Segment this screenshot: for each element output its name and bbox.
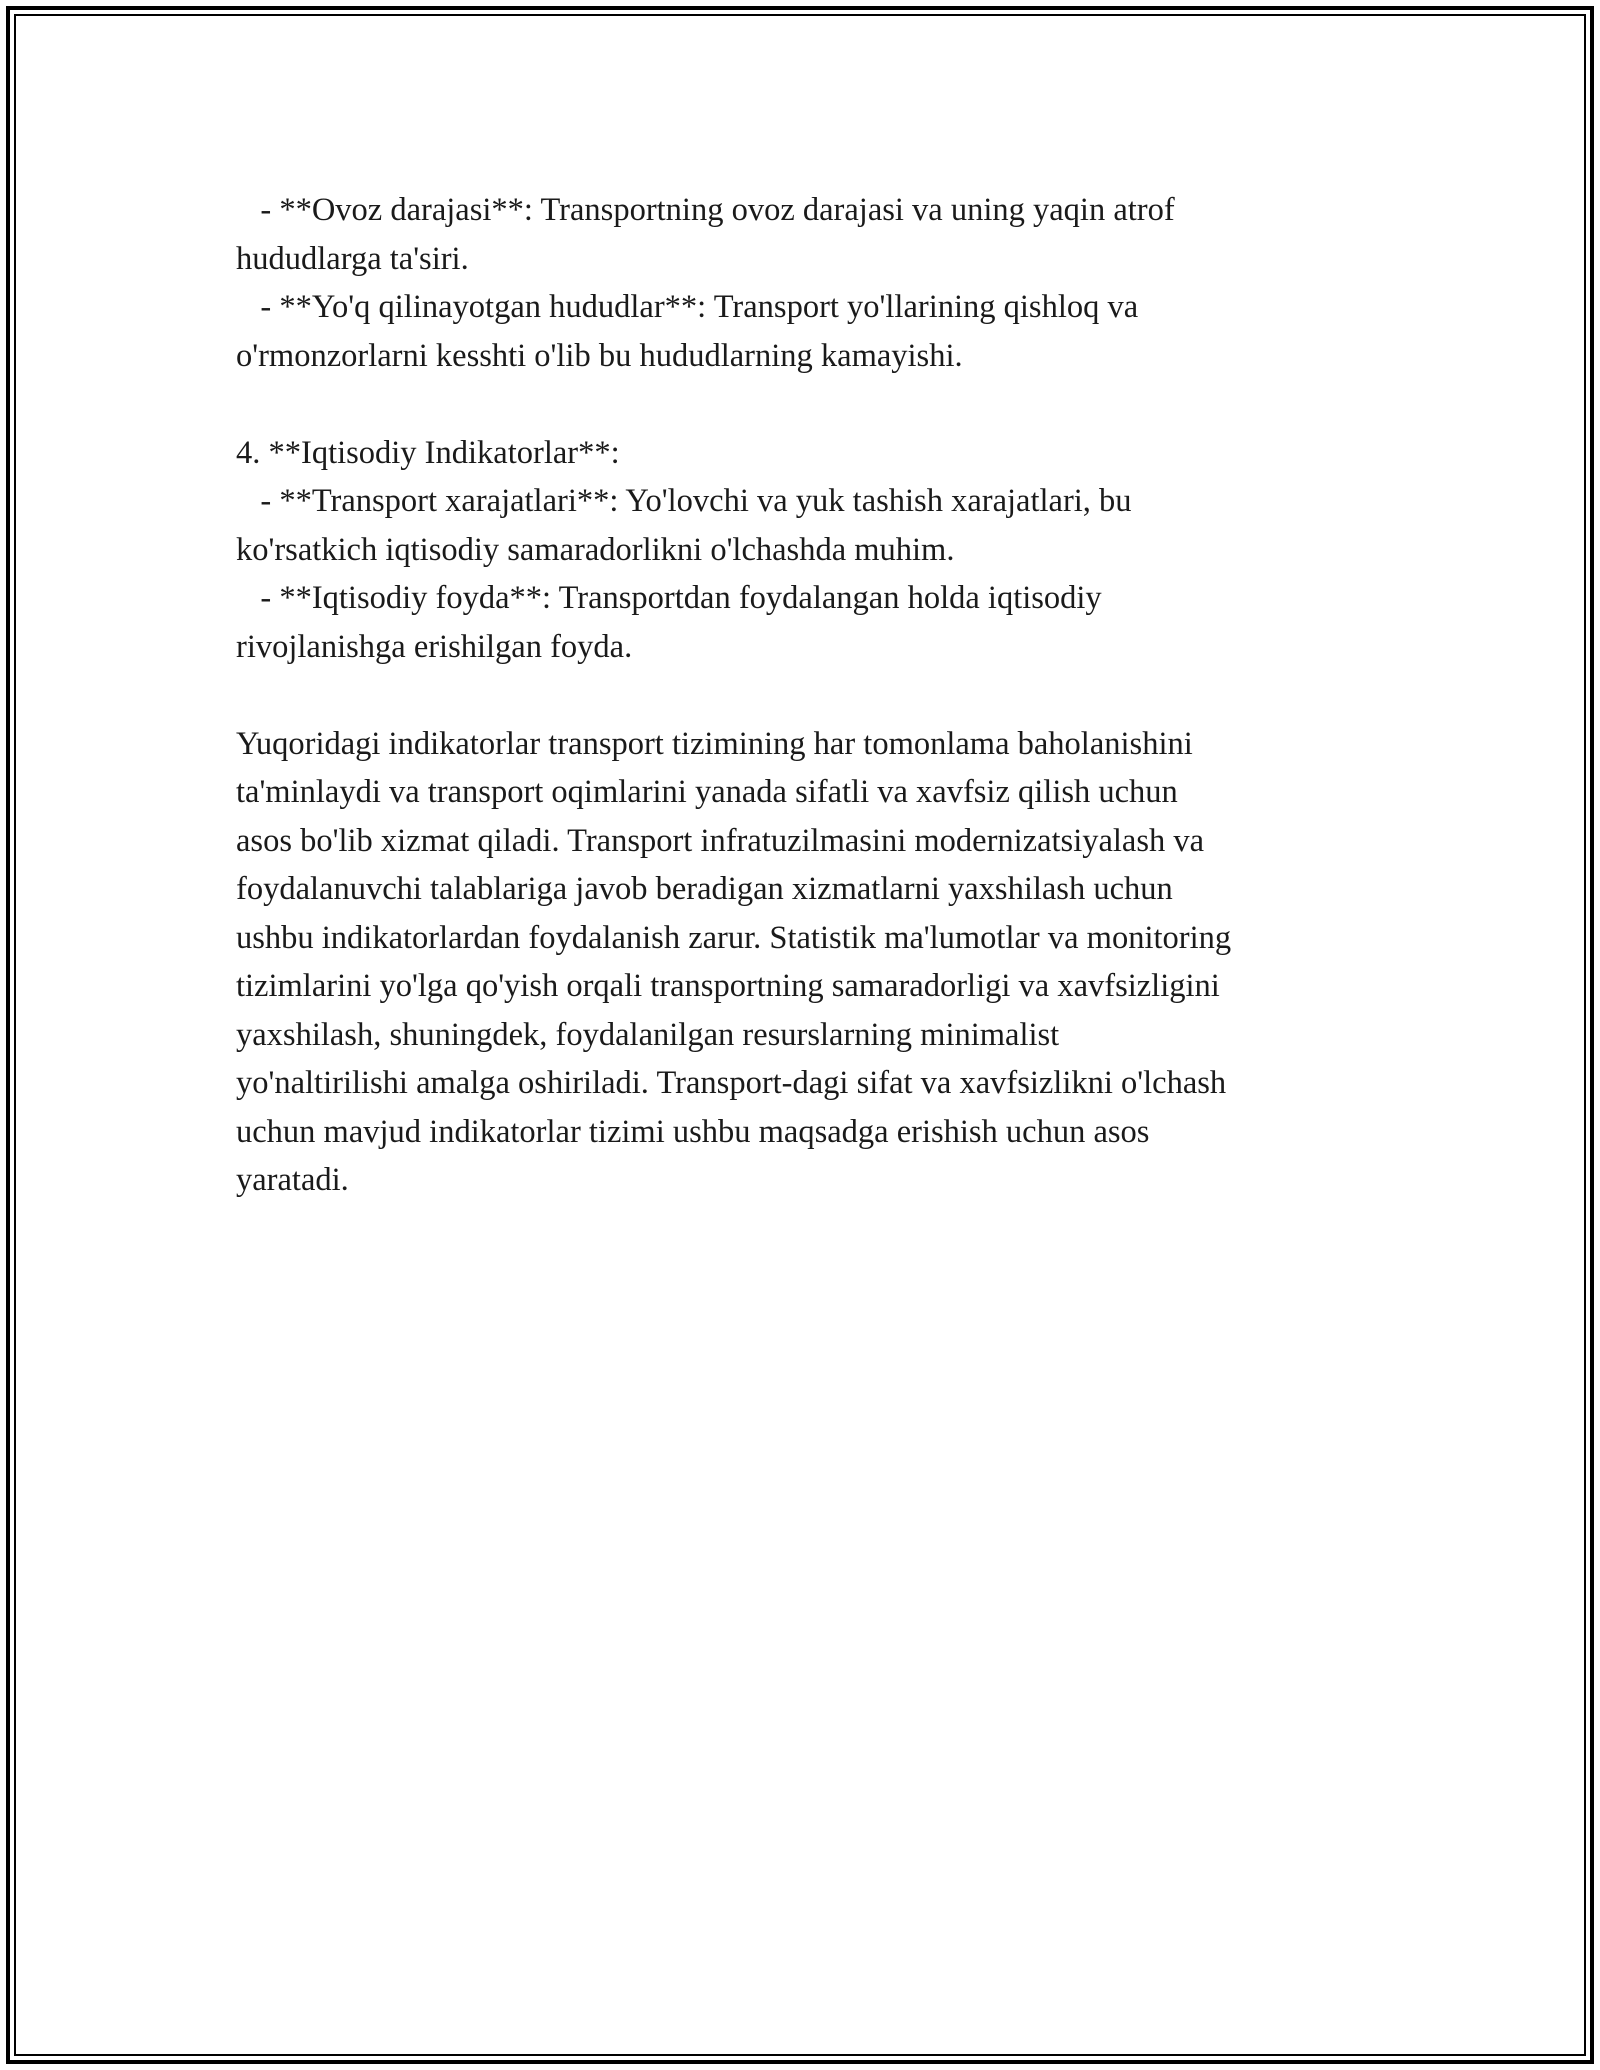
- text-line: yaratadi.: [236, 1162, 349, 1198]
- text-line: rivojlanishga erishilgan foyda.: [236, 628, 633, 665]
- text-line: - **Yo'q qilinayotgan hududlar**: Transport yo'llarining qishloq va: [236, 289, 1139, 325]
- text-line: uchun mavjud indikatorlar tizimi ushbu maqsadga erishish uchun asos: [236, 1113, 1150, 1150]
- section-heading: 4. **Iqtisodiy Indikatorlar**:: [236, 434, 620, 471]
- text-line: ta'minlaydi va transport oqimlarini yanada sifatli va xavfsiz qilish uchun: [236, 774, 1178, 810]
- text-line: yaxshilash, shuningdek, foydalanilgan resurslarning minimalist: [236, 1016, 1060, 1053]
- text-line: yo'naltirilishi amalga oshiriladi. Transport-dagi sifat va xavfsizlikni o'lchash: [236, 1065, 1227, 1101]
- text-line: - **Iqtisodiy foyda**: Transportdan foydalangan holda iqtisodiy: [236, 580, 1102, 616]
- noise-impact-section: [236, 186, 1396, 380]
- text-line: - **Transport xarajatlari**: Yo'lovchi va yuk tashish xarajatlari, bu: [236, 483, 1132, 519]
- document-body: [236, 186, 1396, 1205]
- text-line: asos bo'lib xizmat qiladi. Transport infratuzilmasini modernizatsiyalash va: [236, 822, 1205, 859]
- text-line: - **Ovoz darajasi**: Transportning ovoz darajasi va uning yaqin atrof: [236, 192, 1175, 228]
- text-line: tizimlarini yo'lga qo'yish orqali transportning samaradorligi va xavfsizligini: [236, 968, 1220, 1004]
- conclusion-paragraph: [236, 720, 1396, 1205]
- text-line: Yuqoridagi indikatorlar transport tizimining har tomonlama baholanishini: [236, 725, 1193, 762]
- paragraph-spacer: [236, 380, 1396, 429]
- economic-indicators-section: [236, 429, 1396, 672]
- text-line: ushbu indikatorlardan foydalanish zarur. Statistik ma'lumotlar va monitoring: [236, 919, 1232, 956]
- text-line: ko'rsatkich iqtisodiy samaradorlikni o'lchashda muhim.: [236, 531, 955, 568]
- text-line: foydalanuvchi talablariga javob beradigan xizmatlarni yaxshilash uchun: [236, 871, 1173, 907]
- text-line: hududlarga ta'siri.: [236, 240, 469, 277]
- text-line: o'rmonzorlarni kesshti o'lib bu hududlarning kamayishi.: [236, 337, 963, 374]
- paragraph-spacer: [236, 671, 1396, 720]
